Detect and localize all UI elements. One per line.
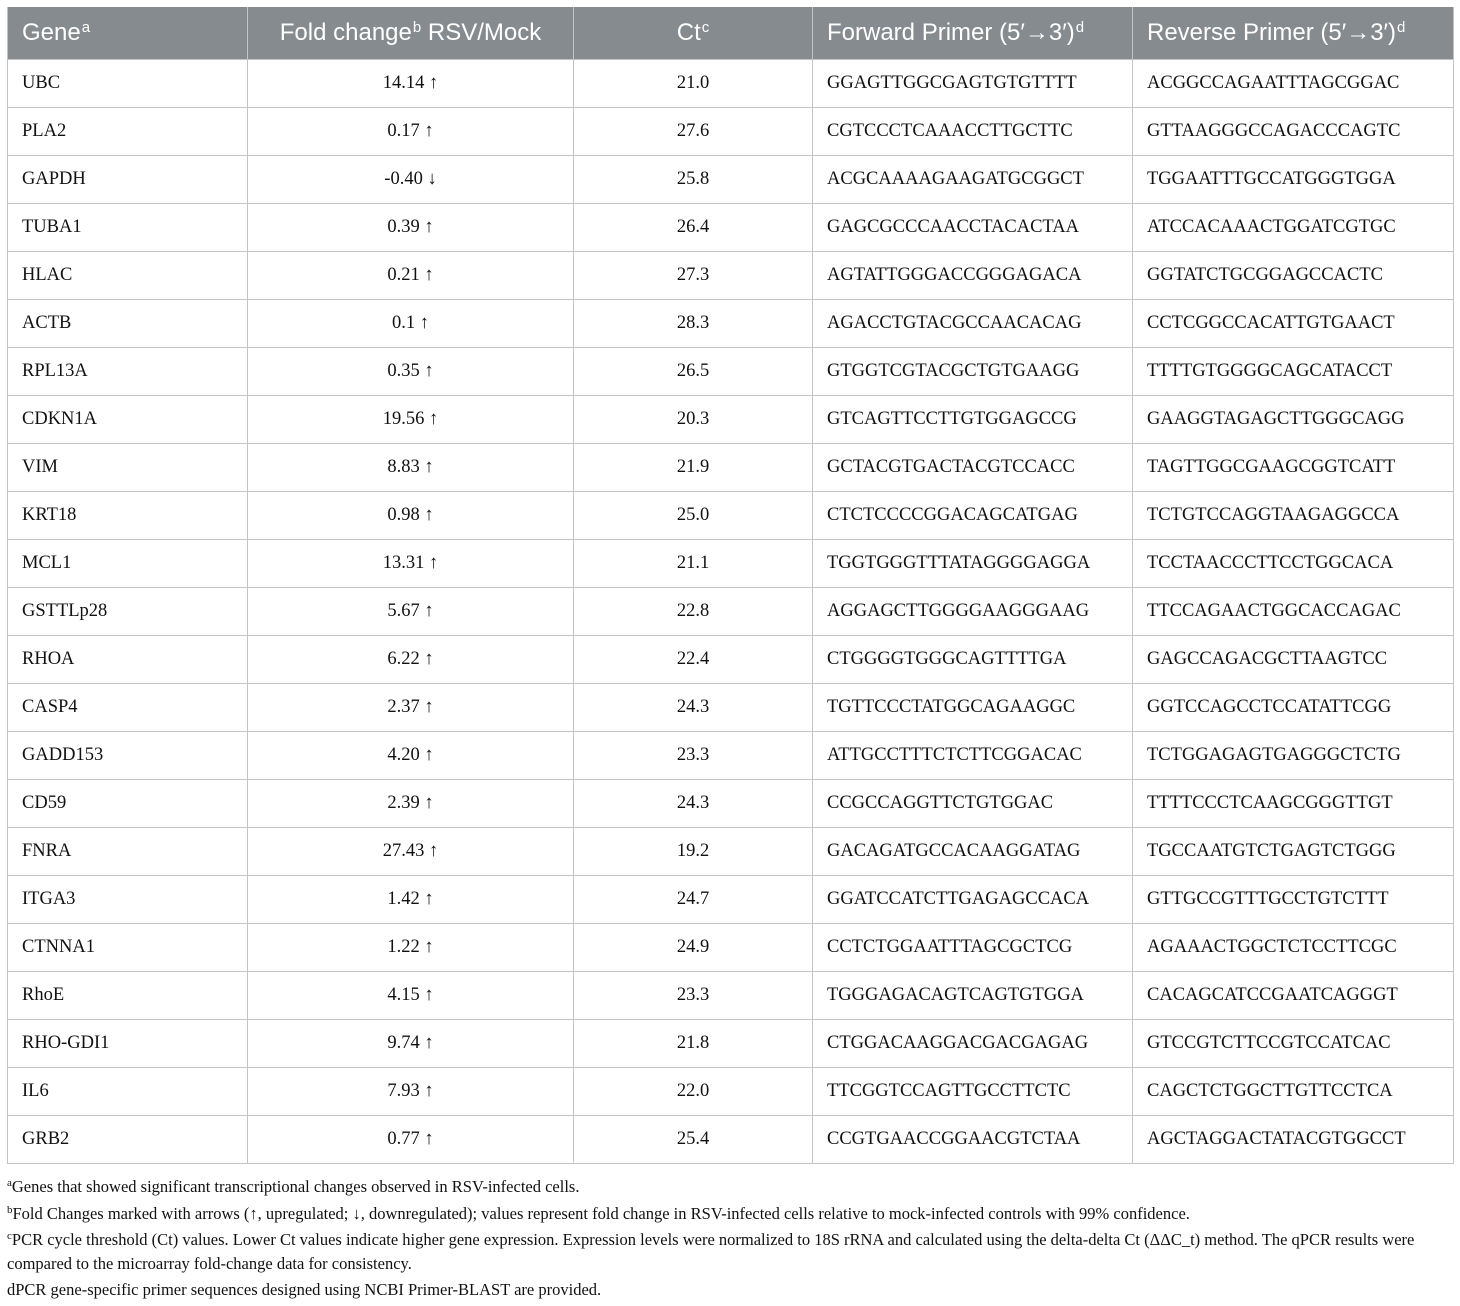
forward-primer-cell: CTGGACAAGGACGACGAGAG — [813, 1020, 1133, 1068]
reverse-primer-cell: CACAGCATCCGAATCAGGGT — [1133, 972, 1454, 1020]
gene-cell: RPL13A — [8, 348, 248, 396]
gene-cell: ITGA3 — [8, 876, 248, 924]
ct-cell: 20.3 — [574, 396, 813, 444]
ct-cell: 24.9 — [574, 924, 813, 972]
footnote-marker: c — [7, 1230, 12, 1242]
fold-change-cell: 4.20 ↑ — [248, 732, 574, 780]
footnote-text: PCR cycle threshold (Ct) values. Lower Ct values indicate higher gene expression. Expression levels were normalized to 18S rRNA and calculated using the delta-delta Ct (ΔΔC_t) method. The qPCR results were compared to the microarray fold-change data for consistency. — [7, 1230, 1415, 1273]
reverse-primer-cell: TCTGGAGAGTGAGGGCTCTG — [1133, 732, 1454, 780]
ct-cell: 22.8 — [574, 588, 813, 636]
ct-cell: 26.4 — [574, 204, 813, 252]
fold-change-cell: 0.1 ↑ — [248, 300, 574, 348]
reverse-primer-cell: GTTGCCGTTTGCCTGTCTTT — [1133, 876, 1454, 924]
table-row — [8, 1020, 1454, 1068]
gene-cell: RHO-GDI1 — [8, 1020, 248, 1068]
reverse-primer-cell: GAAGGTAGAGCTTGGGCAGG — [1133, 396, 1454, 444]
forward-primer-cell: GGAGTTGGCGAGTGTGTTTT — [813, 60, 1133, 108]
gene-cell: IL6 — [8, 1068, 248, 1116]
gene-cell: RHOA — [8, 636, 248, 684]
table-row — [8, 108, 1454, 156]
table-row — [8, 876, 1454, 924]
ct-cell: 25.8 — [574, 156, 813, 204]
table-row — [8, 1116, 1454, 1164]
table-row — [8, 780, 1454, 828]
reverse-primer-cell: TCCTAACCCTTCCTGGCACA — [1133, 540, 1454, 588]
forward-primer-cell: GTCAGTTCCTTGTGGAGCCG — [813, 396, 1133, 444]
forward-primer-cell: GTGGTCGTACGCTGTGAAGG — [813, 348, 1133, 396]
table-row — [8, 444, 1454, 492]
fold-change-cell: 4.15 ↑ — [248, 972, 574, 1020]
table-row — [8, 828, 1454, 876]
footnote-marker: b — [7, 1203, 13, 1216]
forward-primer-cell: CTGGGGTGGGCAGTTTTGA — [813, 636, 1133, 684]
table-row — [8, 300, 1454, 348]
forward-primer-cell: TGTTCCCTATGGCAGAAGGC — [813, 684, 1133, 732]
fold-change-cell: 14.14 ↑ — [248, 60, 574, 108]
table-row — [8, 156, 1454, 204]
fold-change-cell: 5.67 ↑ — [248, 588, 574, 636]
ct-cell: 22.4 — [574, 636, 813, 684]
ct-cell: 23.3 — [574, 972, 813, 1020]
gene-cell: PLA2 — [8, 108, 248, 156]
fold-change-cell: 0.77 ↑ — [248, 1116, 574, 1164]
fold-change-cell: 9.74 ↑ — [248, 1020, 574, 1068]
footnote — [7, 1199, 1453, 1226]
ct-cell: 21.9 — [574, 444, 813, 492]
ct-cell: 23.3 — [574, 732, 813, 780]
gene-cell: CTNNA1 — [8, 924, 248, 972]
reverse-primer-cell: TCTGTCCAGGTAAGAGGCCA — [1133, 492, 1454, 540]
forward-primer-cell: ATTGCCTTTCTCTTCGGACAC — [813, 732, 1133, 780]
reverse-primer-cell: GAGCCAGACGCTTAAGTCC — [1133, 636, 1454, 684]
ct-cell: 21.8 — [574, 1020, 813, 1068]
gene-cell: TUBA1 — [8, 204, 248, 252]
reverse-primer-cell: GGTCCAGCCTCCATATTCGG — [1133, 684, 1454, 732]
ct-cell: 28.3 — [574, 300, 813, 348]
gene-cell: GADD153 — [8, 732, 248, 780]
ct-cell: 21.1 — [574, 540, 813, 588]
gene-cell: FNRA — [8, 828, 248, 876]
header-fold-change: Fold change$^b$ RSV/Mock — [248, 7, 574, 60]
gene-cell: KRT18 — [8, 492, 248, 540]
gene-cell: UBC — [8, 60, 248, 108]
fold-change-cell: 19.56 ↑ — [248, 396, 574, 444]
header-forward-primer: Forward Primer $(5'\to 3')^d$ — [813, 7, 1133, 60]
reverse-primer-cell: GTCCGTCTTCCGTCCATCAC — [1133, 1020, 1454, 1068]
fold-change-cell: 13.31 ↑ — [248, 540, 574, 588]
ct-cell: 21.0 — [574, 60, 813, 108]
reverse-primer-cell: ACGGCCAGAATTTAGCGGAC — [1133, 60, 1454, 108]
forward-primer-cell: AGTATTGGGACCGGGAGACA — [813, 252, 1133, 300]
reverse-primer-cell: AGCTAGGACTATACGTGGCCT — [1133, 1116, 1454, 1164]
reverse-primer-cell: AGAAACTGGCTCTCCTTCGC — [1133, 924, 1454, 972]
forward-primer-cell: GACAGATGCCACAAGGATAG — [813, 828, 1133, 876]
table-row — [8, 396, 1454, 444]
gene-cell: GSTTLp28 — [8, 588, 248, 636]
header-reverse-primer: Reverse Primer $(5'\to 3')^d$ — [1133, 7, 1454, 60]
ct-cell: 24.3 — [574, 684, 813, 732]
table-container — [7, 7, 1453, 1302]
forward-primer-cell: AGACCTGTACGCCAACACAG — [813, 300, 1133, 348]
table-row — [8, 588, 1454, 636]
table-row — [8, 348, 1454, 396]
forward-primer-cell: TGGTGGGTTTATAGGGGAGGA — [813, 540, 1133, 588]
forward-primer-cell: ACGCAAAAGAAGATGCGGCT — [813, 156, 1133, 204]
ct-cell: 24.3 — [574, 780, 813, 828]
forward-primer-cell: TTCGGTCCAGTTGCCTTCTC — [813, 1068, 1133, 1116]
reverse-primer-cell: GGTATCTGCGGAGCCACTC — [1133, 252, 1454, 300]
table-row — [8, 972, 1454, 1020]
table-row — [8, 540, 1454, 588]
forward-primer-cell: GAGCGCCCAACCTACACTAA — [813, 204, 1133, 252]
fold-change-cell: 8.83 ↑ — [248, 444, 574, 492]
ct-cell: 26.5 — [574, 348, 813, 396]
reverse-primer-cell: TTTTCCCTCAAGCGGGTTGT — [1133, 780, 1454, 828]
reverse-primer-cell: CAGCTCTGGCTTGTTCCTCA — [1133, 1068, 1454, 1116]
table-row — [8, 636, 1454, 684]
table-row — [8, 732, 1454, 780]
fold-change-cell: 0.39 ↑ — [248, 204, 574, 252]
reverse-primer-cell: TTTTGTGGGGCAGCATACCT — [1133, 348, 1454, 396]
fold-change-cell: 0.17 ↑ — [248, 108, 574, 156]
gene-cell: CDKN1A — [8, 396, 248, 444]
forward-primer-cell: CTCTCCCCGGACAGCATGAG — [813, 492, 1133, 540]
footnotes — [7, 1172, 1453, 1302]
fold-change-cell: 0.21 ↑ — [248, 252, 574, 300]
forward-primer-cell: CCGCCAGGTTCTGTGGAC — [813, 780, 1133, 828]
ct-cell: 25.4 — [574, 1116, 813, 1164]
table-row — [8, 204, 1454, 252]
gene-cell: CD59 — [8, 780, 248, 828]
header-gene: Gene$^a$ — [8, 7, 248, 60]
footnote — [7, 1172, 1453, 1199]
forward-primer-cell: CCTCTGGAATTTAGCGCTCG — [813, 924, 1133, 972]
primer-table — [7, 7, 1454, 1164]
ct-cell: 25.0 — [574, 492, 813, 540]
reverse-primer-cell: CCTCGGCCACATTGTGAACT — [1133, 300, 1454, 348]
ct-cell: 27.3 — [574, 252, 813, 300]
footnote — [7, 1225, 1453, 1275]
forward-primer-cell: GCTACGTGACTACGTCCACC — [813, 444, 1133, 492]
gene-cell: ACTB — [8, 300, 248, 348]
ct-cell: 24.7 — [574, 876, 813, 924]
table-row — [8, 60, 1454, 108]
footnote-text: Genes that showed significant transcriptional changes observed in RSV-infected cells. — [11, 1177, 580, 1196]
gene-cell: GAPDH — [8, 156, 248, 204]
forward-primer-cell: TGGGAGACAGTCAGTGTGGA — [813, 972, 1133, 1020]
header-ct: Ct$^c$ — [574, 7, 813, 60]
fold-change-cell: 7.93 ↑ — [248, 1068, 574, 1116]
reverse-primer-cell: ATCCACAAACTGGATCGTGC — [1133, 204, 1454, 252]
forward-primer-cell: GGATCCATCTTGAGAGCCACA — [813, 876, 1133, 924]
reverse-primer-cell: TGCCAATGTCTGAGTCTGGG — [1133, 828, 1454, 876]
fold-change-cell: 27.43 ↑ — [248, 828, 574, 876]
fold-change-cell: 6.22 ↑ — [248, 636, 574, 684]
reverse-primer-cell: TGGAATTTGCCATGGGTGGA — [1133, 156, 1454, 204]
table-row — [8, 1068, 1454, 1116]
forward-primer-cell: AGGAGCTTGGGGAAGGGAAG — [813, 588, 1133, 636]
fold-change-cell: 1.42 ↑ — [248, 876, 574, 924]
header-row — [8, 7, 1454, 60]
fold-change-cell: 0.98 ↑ — [248, 492, 574, 540]
gene-cell: RhoE — [8, 972, 248, 1020]
ct-cell: 22.0 — [574, 1068, 813, 1116]
reverse-primer-cell: TAGTTGGCGAAGCGGTCATT — [1133, 444, 1454, 492]
forward-primer-cell: CCGTGAACCGGAACGTCTAA — [813, 1116, 1133, 1164]
table-row — [8, 252, 1454, 300]
fold-change-cell: 0.35 ↑ — [248, 348, 574, 396]
gene-cell: CASP4 — [8, 684, 248, 732]
ct-cell: 19.2 — [574, 828, 813, 876]
gene-cell: VIM — [8, 444, 248, 492]
footnote-marker: a — [7, 1177, 12, 1189]
ct-cell: 27.6 — [574, 108, 813, 156]
gene-cell: MCL1 — [8, 540, 248, 588]
reverse-primer-cell: TTCCAGAACTGGCACCAGAC — [1133, 588, 1454, 636]
footnote-text: dPCR gene-specific primer sequences designed using NCBI Primer-BLAST are provided. — [7, 1280, 602, 1299]
fold-change-cell: 2.37 ↑ — [248, 684, 574, 732]
table-row — [8, 492, 1454, 540]
table-row — [8, 684, 1454, 732]
footnote-text: Fold Changes marked with arrows (↑, upregulated; ↓, downregulated); values represent fold change in RSV-infected cells relative to mock-infected controls with 99% confidence. — [12, 1203, 1190, 1223]
footnote — [7, 1275, 1453, 1302]
forward-primer-cell: CGTCCCTCAAACCTTGCTTC — [813, 108, 1133, 156]
gene-cell: GRB2 — [8, 1116, 248, 1164]
table-row — [8, 924, 1454, 972]
fold-change-cell: -0.40 ↓ — [248, 156, 574, 204]
fold-change-cell: 1.22 ↑ — [248, 924, 574, 972]
reverse-primer-cell: GTTAAGGGCCAGACCCAGTC — [1133, 108, 1454, 156]
fold-change-cell: 2.39 ↑ — [248, 780, 574, 828]
gene-cell: HLAC — [8, 252, 248, 300]
